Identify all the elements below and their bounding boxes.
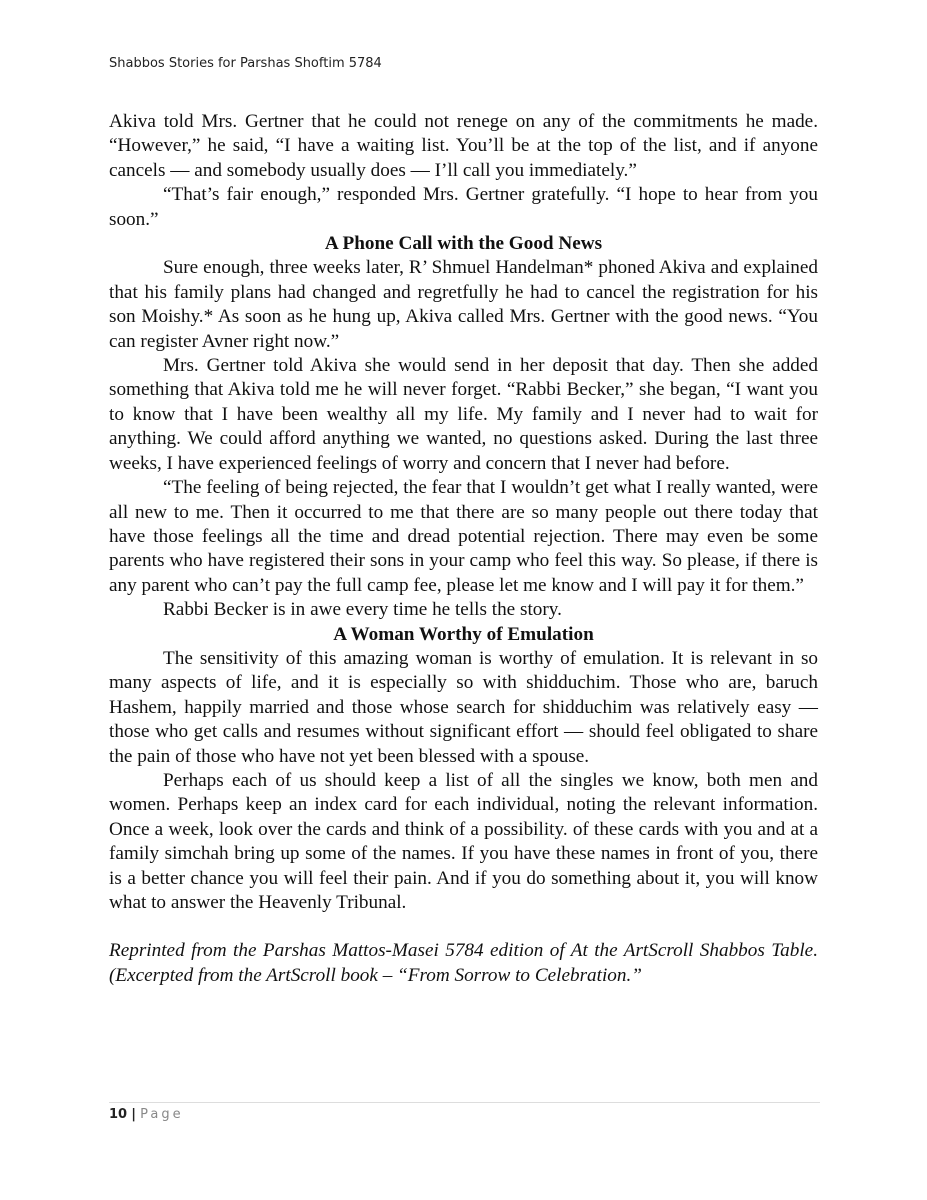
page-footer bbox=[109, 1107, 184, 1122]
section-heading: A Phone Call with the Good News bbox=[324, 233, 603, 255]
paragraph: Sure enough, three weeks later, R’ Shmuel Handelman* phoned Akiva and explained that his family plans had changed and regretfully he had to cancel the registration for his son Moishy.* As soon as he hung up, Akiva called Mrs. Gertner with the good news. “You can register Avner right now.” bbox=[109, 257, 818, 352]
section-heading: A Woman Worthy of Emulation bbox=[333, 623, 594, 645]
paragraph: Akiva told Mrs. Gertner that he could not renege on any of the commitments he made. “However,” he said, “I have a waiting list. You’ll be at the top of the list, and if anyone cancels — and somebody usually does — I’ll call you immediately.” bbox=[109, 111, 818, 181]
paragraph: Rabbi Becker is in awe every time he tells the story. bbox=[163, 599, 562, 621]
page-label: Page bbox=[140, 1107, 184, 1122]
paragraph: The sensitivity of this amazing woman is worthy of emulation. It is relevant in so many aspects of life, and it is especially so with shidduchim. Those who are, baruch Hashem, happily married and those whose search for shidduchim was relatively easy — those who get calls and resumes without significant effort — should feel obligated to share the pain of those who have not yet been blessed with a spouse. bbox=[109, 647, 818, 767]
article-body bbox=[109, 110, 818, 988]
paragraph: Mrs. Gertner told Akiva she would send in her deposit that day. Then she added something that Akiva told me he will never forget. “Rabbi Becker,” she began, “I want you to know that I have been wealthy all my life. My family and I never had to wait for anything. We could afford anything we wanted, no questions asked. During the last three weeks, I have experienced feelings of worry and concern that I never had before. bbox=[109, 355, 818, 474]
footer-separator: | bbox=[131, 1107, 136, 1122]
paragraph: Perhaps each of us should keep a list of all the singles we know, both men and women. Perhaps keep an index card for each individual, noting the relevant information. Once a week, look over the cards and think of a possibility. of these cards with you and at a family simchah bring up some of the names. If you have these names in front of you, there is a better chance you will feel their pain. And if you do something about it, you will know what to answer the Heavenly Tribunal. bbox=[109, 769, 818, 913]
paragraph: “That’s fair enough,” responded Mrs. Gertner gratefully. “I hope to hear from you soon.” bbox=[109, 184, 818, 230]
paragraph: “The feeling of being rejected, the fear that I wouldn’t get what I really wanted, were all new to me. Then it occurred to me that there are so many people out there today that have those feelings all the time and dread potential rejection. There may even be some parents who have registered their sons in your camp who feel this way. So please, if there is any parent who can’t pay the full camp fee, please let me know and I will pay it for them.” bbox=[109, 477, 818, 596]
reprint-credit: Reprinted from the Parshas Mattos-Masei 5784 edition of At the ArtScroll Shabbos Table. (Excerpted from the ArtScroll book – “From Sorrow to Celebration.” bbox=[109, 940, 818, 986]
footer-divider bbox=[109, 1102, 820, 1103]
running-header: Shabbos Stories for Parshas Shoftim 5784 bbox=[109, 56, 382, 71]
page-number: 10 bbox=[109, 1107, 128, 1122]
